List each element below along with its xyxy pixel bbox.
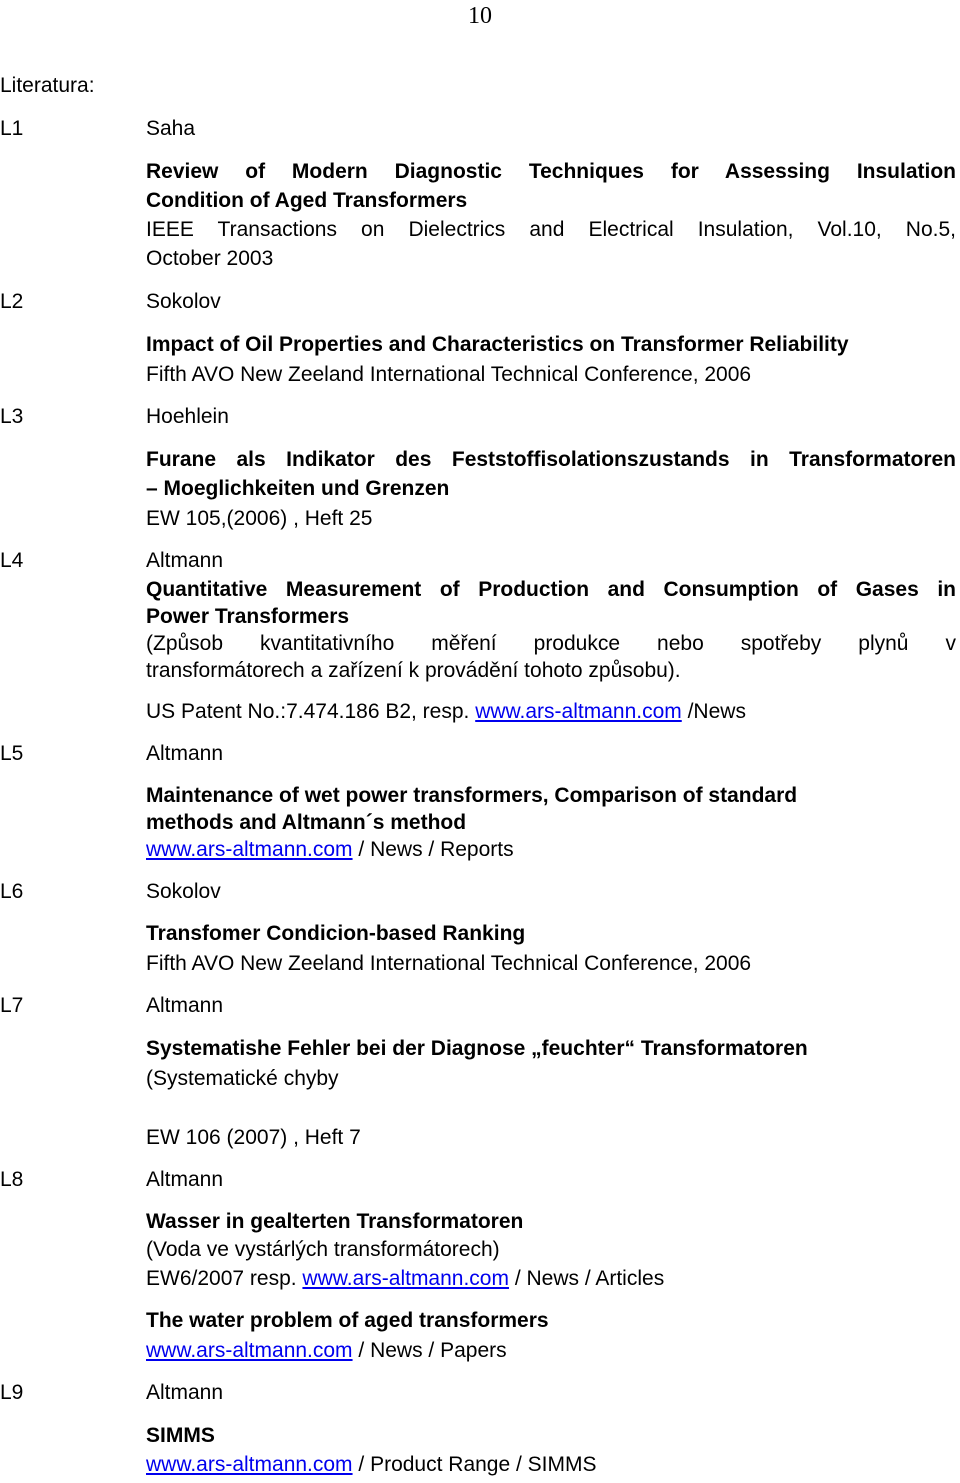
ref-title-l5-line2: methods and Altmann´s method bbox=[146, 811, 467, 834]
ref-source-l1-line1: IEEE Transactions on Dielectrics and Electrical Insulation, Vol.10, No.5, bbox=[146, 218, 956, 241]
ref-author-l1: Saha bbox=[146, 117, 196, 140]
ref-label-l1: L1 bbox=[0, 117, 24, 140]
ref-link-l9[interactable]: www.ars-altmann.com bbox=[146, 1453, 353, 1476]
ref-label-l4: L4 bbox=[0, 549, 24, 572]
ref-label-l5: L5 bbox=[0, 742, 24, 765]
ref-label-l3: L3 bbox=[0, 405, 24, 428]
ref-link-suffix-l5: / News / Reports bbox=[352, 838, 514, 861]
ref-label-l8: L8 bbox=[0, 1168, 24, 1191]
ref-link-suffix-l4: /News bbox=[681, 700, 746, 723]
ref-title-l2: Impact of Oil Properties and Characteristics on Transformer Reliability bbox=[146, 333, 849, 356]
literature-heading: Literatura: bbox=[0, 74, 95, 97]
ref-author-l6: Sokolov bbox=[146, 880, 221, 903]
ref-link2-l8[interactable]: www.ars-altmann.com bbox=[146, 1339, 353, 1362]
ref-author-l9: Altmann bbox=[146, 1381, 224, 1404]
ref-title-en-l8: The water problem of aged transformers bbox=[146, 1309, 549, 1332]
ref-title-l1-line2: Condition of Aged Transformers bbox=[146, 189, 468, 212]
ref-link-suffix-l8: / News / Articles bbox=[508, 1267, 665, 1290]
ref-source-l1-line2: October 2003 bbox=[146, 247, 274, 270]
ref-note-l4-line1: (Způsob kvantitativního měření produkce nebo spotřeby plynů v bbox=[146, 632, 956, 655]
ref-title-l3-line1: Furane als Indikator des Feststoffisolationszustands in Transformatoren bbox=[146, 448, 956, 471]
ref-title-l4-line2: Power Transformers bbox=[146, 605, 350, 628]
ref-note-l4-line2: transformátorech a zařízení k provádění tohoto způsobu). bbox=[146, 659, 681, 682]
ref-author-l3: Hoehlein bbox=[146, 405, 229, 428]
ref-author-l4: Altmann bbox=[146, 549, 224, 572]
ref-link-l8[interactable]: www.ars-altmann.com bbox=[302, 1267, 509, 1290]
ref-title-l4-line1: Quantitative Measurement of Production and Consumption of Gases in bbox=[146, 578, 956, 601]
ref-title-l6: Transfomer Condicion-based Ranking bbox=[146, 922, 526, 945]
ref-link-l5[interactable]: www.ars-altmann.com bbox=[146, 838, 353, 861]
ref-author-l7: Altmann bbox=[146, 994, 224, 1017]
page-number: 10 bbox=[468, 3, 492, 29]
ref-patent-l4: US Patent No.:7.474.186 B2, resp. bbox=[146, 700, 476, 723]
ref-source-l7: EW 106 (2007) , Heft 7 bbox=[146, 1126, 361, 1149]
ref-source-l2: Fifth AVO New Zeeland International Technical Conference, 2006 bbox=[146, 363, 752, 386]
ref-link-l4[interactable]: www.ars-altmann.com bbox=[475, 700, 682, 723]
ref-title-l1-line1: Review of Modern Diagnostic Techniques for Assessing Insulation bbox=[146, 160, 956, 183]
ref-title-l9: SIMMS bbox=[146, 1424, 215, 1447]
ref-title-l7: Systematishe Fehler bei der Diagnose „feuchter“ Transformatoren bbox=[146, 1037, 808, 1060]
ref-author-l2: Sokolov bbox=[146, 290, 221, 313]
ref-author-l8: Altmann bbox=[146, 1168, 224, 1191]
ref-source-l9 bbox=[146, 1453, 597, 1477]
ref-title-l3-line2: – Moeglichkeiten und Grenzen bbox=[146, 477, 450, 500]
ref-source-l4 bbox=[146, 700, 746, 724]
ref-title-l8: Wasser in gealterten Transformatoren bbox=[146, 1210, 524, 1233]
ref-note-l8: (Voda ve vystárlých transformátorech) bbox=[146, 1238, 500, 1261]
ref-author-l5: Altmann bbox=[146, 742, 224, 765]
ref-source-prefix-l8: EW6/2007 resp. bbox=[146, 1267, 303, 1290]
ref-label-l6: L6 bbox=[0, 880, 24, 903]
ref-title-l5-line1: Maintenance of wet power transformers, Comparison of standard bbox=[146, 784, 798, 807]
ref-source-l5 bbox=[146, 838, 514, 862]
ref-label-l2: L2 bbox=[0, 290, 24, 313]
ref-label-l9: L9 bbox=[0, 1381, 24, 1404]
ref-note-l7: (Systematické chyby bbox=[146, 1067, 339, 1090]
ref-source-l6: Fifth AVO New Zeeland International Technical Conference, 2006 bbox=[146, 952, 752, 975]
ref-link2-suffix-l8: / News / Papers bbox=[352, 1339, 507, 1362]
ref-source2-l8 bbox=[146, 1339, 507, 1363]
ref-label-l7: L7 bbox=[0, 994, 24, 1017]
ref-source-l8 bbox=[146, 1267, 664, 1291]
ref-source-l3: EW 105,(2006) , Heft 25 bbox=[146, 507, 373, 530]
ref-link-suffix-l9: / Product Range / SIMMS bbox=[352, 1453, 597, 1476]
